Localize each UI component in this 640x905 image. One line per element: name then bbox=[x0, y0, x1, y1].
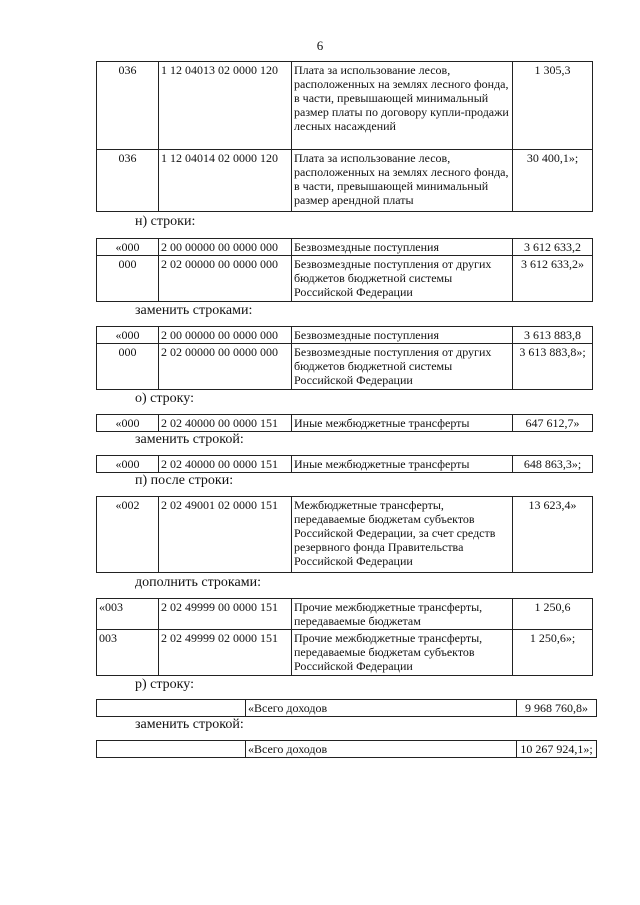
table-other-transfers bbox=[96, 598, 593, 676]
admin-code-cell: 036 bbox=[97, 62, 159, 150]
table-row bbox=[97, 150, 593, 212]
table-row bbox=[97, 344, 593, 390]
section-label-replace-total: заменить строкой: bbox=[135, 717, 244, 732]
admin-code-cell: «000 bbox=[97, 239, 159, 256]
revenue-name-cell: Безвозмездные поступления bbox=[292, 327, 513, 344]
page-number: 6 bbox=[316, 38, 324, 53]
table-row bbox=[97, 62, 593, 150]
amount-cell: 9 968 760,8» bbox=[517, 700, 597, 717]
amount-cell: 1 305,3 bbox=[513, 62, 593, 150]
section-label-r: р) строку: bbox=[135, 677, 194, 692]
revenue-name-cell: Безвозмездные поступления от других бюджетов бюджетной системы Российской Федерации bbox=[292, 256, 513, 302]
table-transfers-new bbox=[96, 455, 593, 473]
amount-cell: 3 613 883,8»; bbox=[513, 344, 593, 390]
table-row bbox=[97, 239, 593, 256]
revenue-code-cell: 2 02 40000 00 0000 151 bbox=[159, 456, 292, 473]
admin-code-cell: 036 bbox=[97, 150, 159, 212]
amount-cell: 1 250,6»; bbox=[513, 630, 593, 676]
table-row bbox=[97, 599, 593, 630]
revenue-code-cell: 1 12 04014 02 0000 120 bbox=[159, 150, 292, 212]
section-label-p: п) после строки: bbox=[135, 473, 234, 488]
revenue-name-cell: Плата за использование лесов, расположенных на землях лесного фонда, в части, превышающей минимальный размер платы по договору купли-продажи лесных насаждений bbox=[292, 62, 513, 150]
table-row bbox=[97, 415, 593, 432]
section-label-replace-row: заменить строкой: bbox=[135, 432, 244, 447]
table-row bbox=[97, 741, 597, 758]
amount-cell: 647 612,7» bbox=[513, 415, 593, 432]
amount-cell: 10 267 924,1»; bbox=[517, 741, 597, 758]
table-forest-fees bbox=[96, 61, 593, 212]
admin-code-cell: «003 bbox=[97, 599, 159, 630]
revenue-name-cell: Иные межбюджетные трансферты bbox=[292, 456, 513, 473]
table-gratuitous-old bbox=[96, 238, 593, 302]
revenue-name-cell: Межбюджетные трансферты, передаваемые бюджетам субъектов Российской Федерации, за счет средств резервного фонда Правительства Российской Федерации bbox=[292, 497, 513, 573]
amount-cell: 1 250,6 bbox=[513, 599, 593, 630]
revenue-code-cell: 2 02 49999 00 0000 151 bbox=[159, 599, 292, 630]
amount-cell: 3 612 633,2» bbox=[513, 256, 593, 302]
amount-cell: 30 400,1»; bbox=[513, 150, 593, 212]
section-label-add-rows: дополнить строками: bbox=[135, 575, 261, 590]
amount-cell: 3 613 883,8 bbox=[513, 327, 593, 344]
revenue-name-cell: Безвозмездные поступления от других бюджетов бюджетной системы Российской Федерации bbox=[292, 344, 513, 390]
revenue-name-cell: Иные межбюджетные трансферты bbox=[292, 415, 513, 432]
revenue-name-cell: Прочие межбюджетные трансферты, передаваемые бюджетам субъектов Российской Федерации bbox=[292, 630, 513, 676]
section-label-replace-rows: заменить строками: bbox=[135, 303, 253, 318]
admin-code-cell: «002 bbox=[97, 497, 159, 573]
amount-cell: 648 863,3»; bbox=[513, 456, 593, 473]
section-label-o: о) строку: bbox=[135, 391, 194, 406]
table-transfers-old bbox=[96, 414, 593, 432]
total-name-cell: «Всего доходов bbox=[246, 741, 517, 758]
revenue-code-cell: 2 02 49001 02 0000 151 bbox=[159, 497, 292, 573]
table-row bbox=[97, 700, 597, 717]
table-gratuitous-new bbox=[96, 326, 593, 390]
admin-code-cell: «000 bbox=[97, 456, 159, 473]
admin-code-cell: 000 bbox=[97, 256, 159, 302]
revenue-code-cell: 2 00 00000 00 0000 000 bbox=[159, 327, 292, 344]
revenue-code-cell: 1 12 04013 02 0000 120 bbox=[159, 62, 292, 150]
table-row bbox=[97, 456, 593, 473]
admin-code-cell: «000 bbox=[97, 327, 159, 344]
table-total-old bbox=[96, 699, 597, 717]
revenue-code-cell: 2 02 00000 00 0000 000 bbox=[159, 256, 292, 302]
revenue-name-cell: Прочие межбюджетные трансферты, передаваемые бюджетам bbox=[292, 599, 513, 630]
revenue-code-cell: 2 02 40000 00 0000 151 bbox=[159, 415, 292, 432]
table-row bbox=[97, 256, 593, 302]
revenue-name-cell: Плата за использование лесов, расположенных на землях лесного фонда, в части, превышающей минимальный размер арендной платы bbox=[292, 150, 513, 212]
admin-code-cell: 000 bbox=[97, 344, 159, 390]
table-row bbox=[97, 630, 593, 676]
amount-cell: 3 612 633,2 bbox=[513, 239, 593, 256]
section-label-n: н) строки: bbox=[135, 214, 196, 229]
table-row bbox=[97, 497, 593, 573]
amount-cell: 13 623,4» bbox=[513, 497, 593, 573]
revenue-code-cell: 2 02 49999 02 0000 151 bbox=[159, 630, 292, 676]
table-row bbox=[97, 327, 593, 344]
empty-cell bbox=[97, 741, 246, 758]
empty-cell bbox=[97, 700, 246, 717]
revenue-name-cell: Безвозмездные поступления bbox=[292, 239, 513, 256]
admin-code-cell: «000 bbox=[97, 415, 159, 432]
revenue-code-cell: 2 02 00000 00 0000 000 bbox=[159, 344, 292, 390]
revenue-code-cell: 2 00 00000 00 0000 000 bbox=[159, 239, 292, 256]
total-name-cell: «Всего доходов bbox=[246, 700, 517, 717]
table-total-new bbox=[96, 740, 597, 758]
table-reserve-fund bbox=[96, 496, 593, 573]
admin-code-cell: 003 bbox=[97, 630, 159, 676]
